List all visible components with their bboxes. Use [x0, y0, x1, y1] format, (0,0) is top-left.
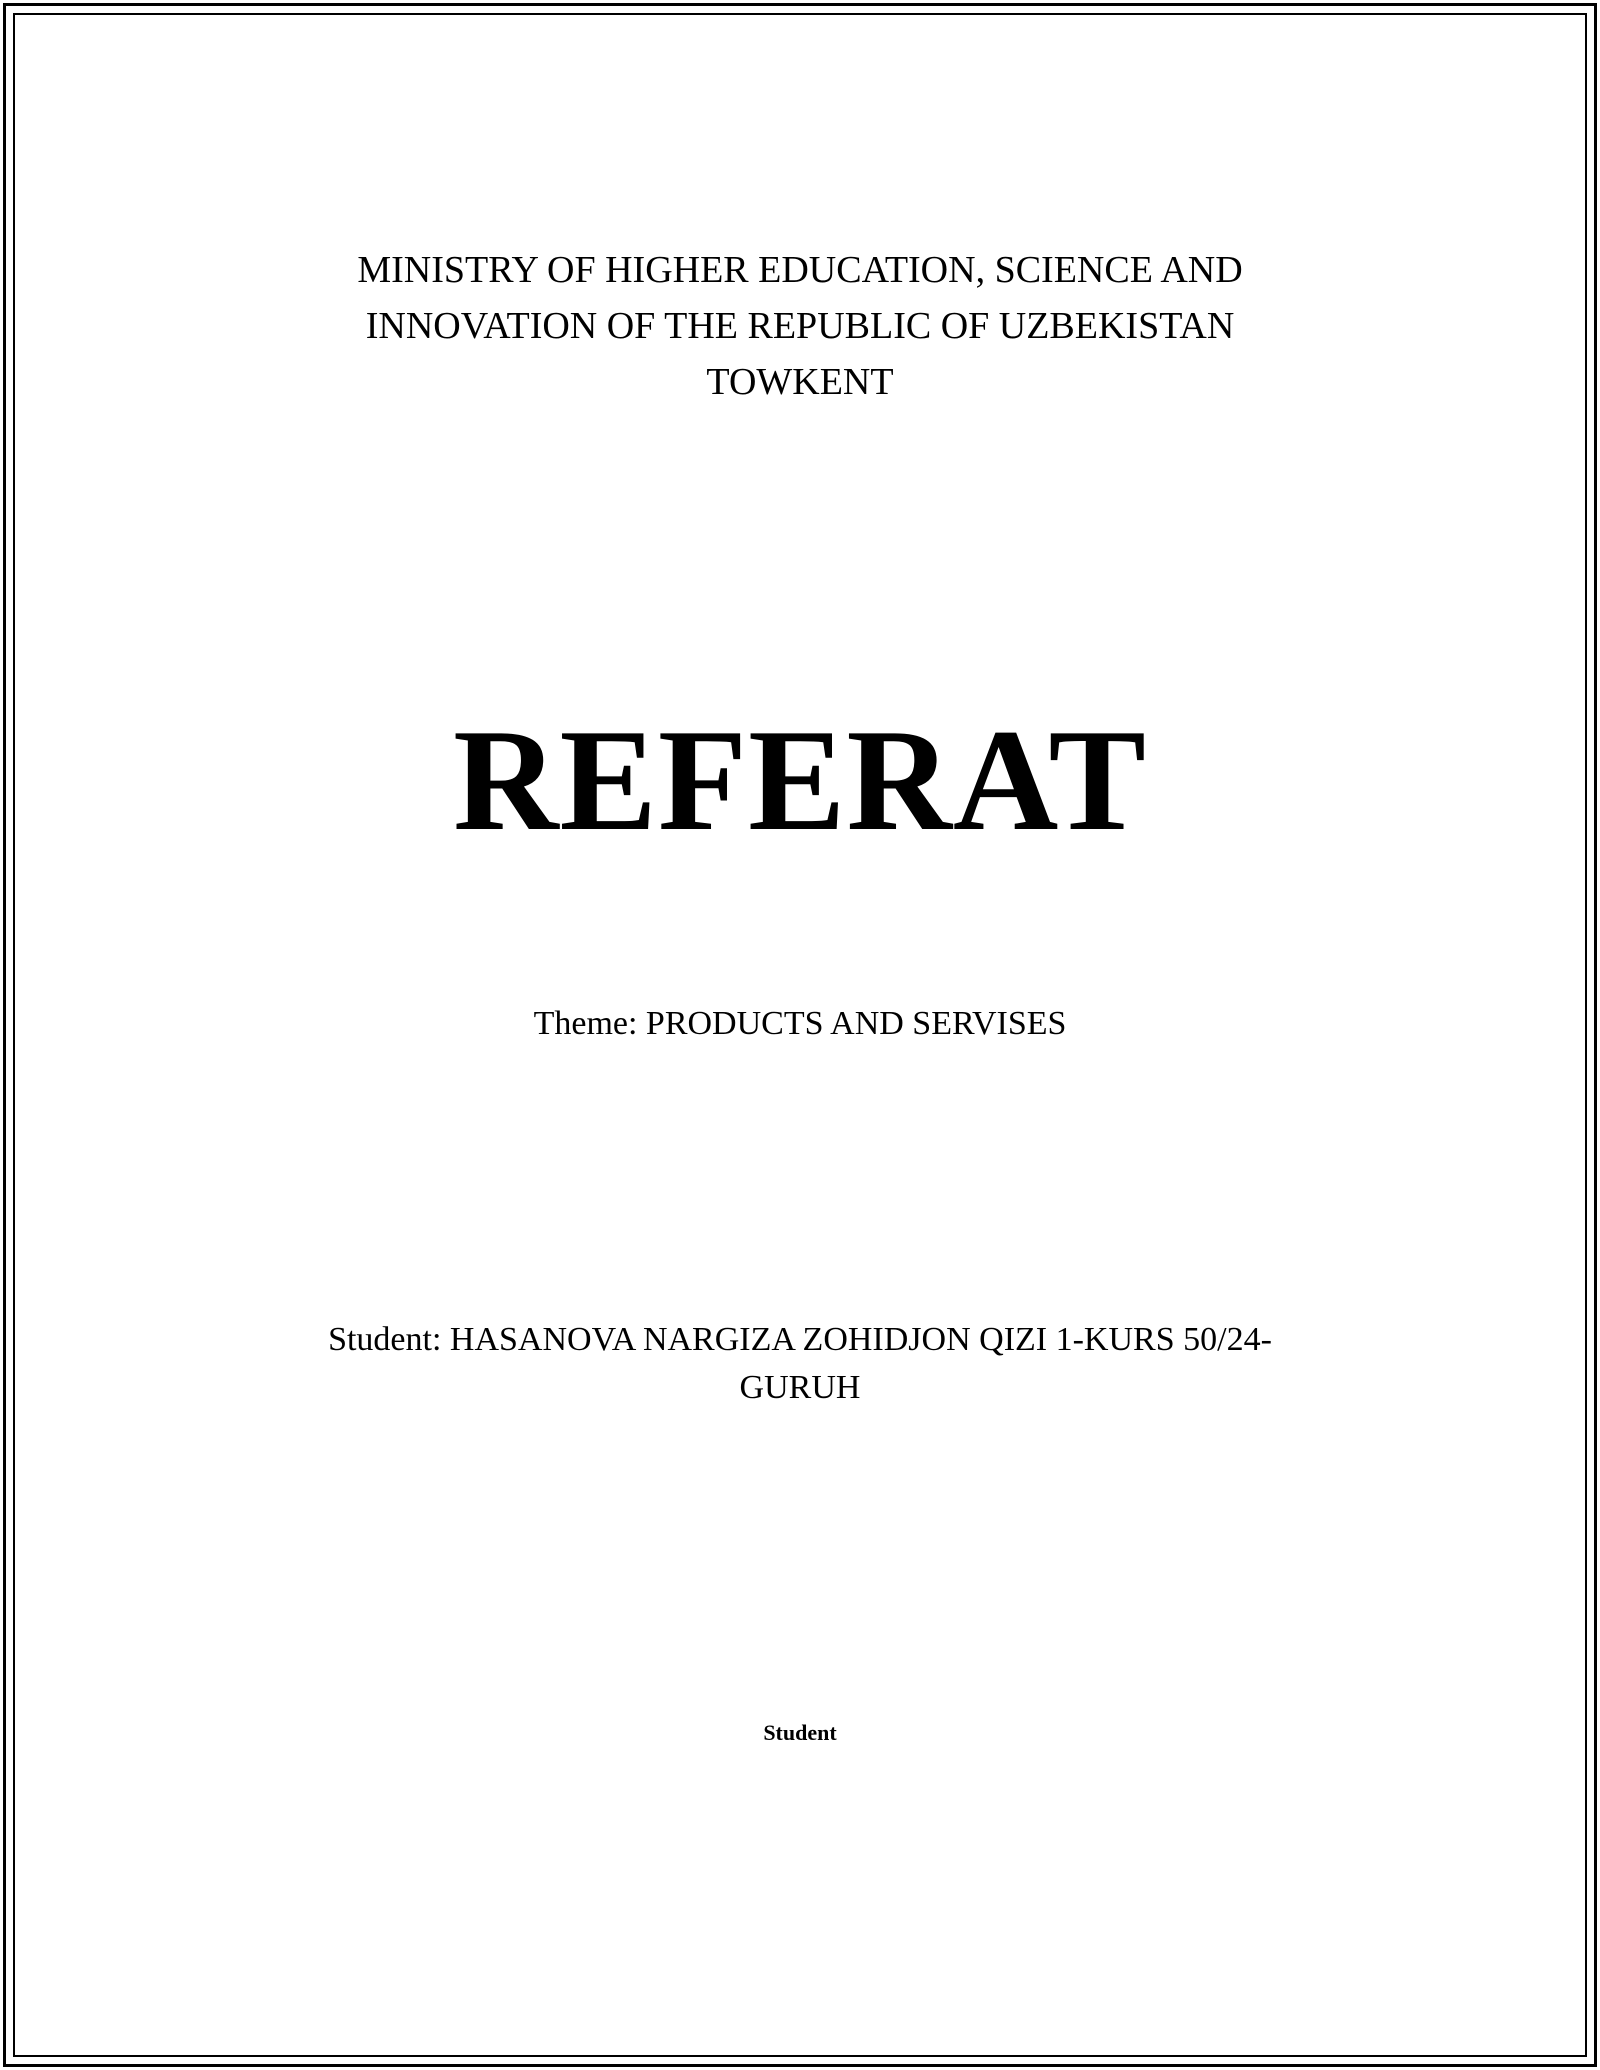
- document-theme: Theme: PRODUCTS AND SERVISES: [533, 1005, 1067, 1042]
- ministry-line-1: MINISTRY OF HIGHER EDUCATION, SCIENCE AND: [357, 249, 1243, 291]
- ministry-city: TOWKENT: [706, 361, 894, 403]
- ministry-header: [0, 242, 1600, 410]
- student-label: Student: [763, 1720, 837, 1745]
- student-info-line-2: GURUH: [739, 1369, 861, 1406]
- student-info: [0, 1316, 1600, 1412]
- document-title: REFERAT: [453, 699, 1147, 861]
- ministry-line-2: INNOVATION OF THE REPUBLIC OF UZBEKISTAN: [365, 305, 1235, 347]
- student-info-line-1: Student: HASANOVA NARGIZA ZOHIDJON QIZI 1-KURS 50/24-: [328, 1321, 1272, 1358]
